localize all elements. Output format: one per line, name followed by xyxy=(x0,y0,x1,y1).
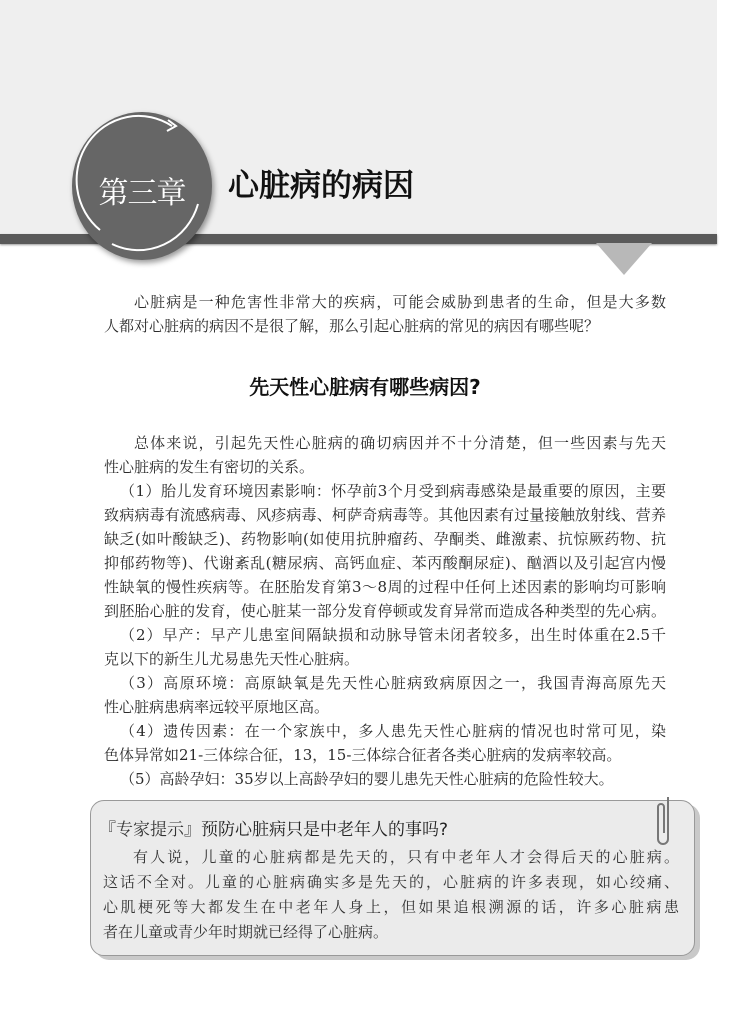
tip-title xyxy=(99,815,448,840)
text-line: 致病病毒有流感病毒、风疹病毒、柯萨奇病毒等。其他因素有过量接触放射线、营养 xyxy=(104,506,666,524)
body-text xyxy=(104,431,666,791)
paperclip-icon xyxy=(654,793,678,853)
header-pointer-triangle xyxy=(596,243,652,275)
text-line: 色体异常如21-三体综合征，13，15-三体综合征者各类心脏病的发病率较高。 xyxy=(104,746,622,764)
chapter-number: 第三章 xyxy=(98,176,186,211)
text-line: 人都对心脏病的病因不是很了解，那么引起心脏病的常见的病因有哪些呢？ xyxy=(104,317,600,335)
expert-tip-box xyxy=(90,800,695,956)
text-line: 有人说，儿童的心脏病都是先天的，只有中老年人才会得后天的心脏病。 xyxy=(133,848,679,866)
text-line: 到胚胎心脏的发育，使心脏某一部分发育停顿或发育异常而造成各种类型的先心病。 xyxy=(104,602,666,620)
text-line: 缺乏(如叶酸缺乏)、药物影响(如使用抗肿瘤药、孕酮类、雌激素、抗惊厥药物、抗 xyxy=(104,530,666,548)
chapter-badge xyxy=(72,112,212,260)
text-line: 性心脏病患病率远较平原地区高。 xyxy=(104,698,330,716)
text-line: 者在儿童或青少年时期就已经得了心脏病。 xyxy=(103,923,389,941)
text-line: （1）胎儿发育环境因素影响：怀孕前3个月受到病毒感染是最重要的原因，主要 xyxy=(120,482,666,500)
tip-question: 预防心脏病只是中老年人的事吗? xyxy=(201,820,449,840)
text-line: 心肌梗死等大都发生在中老年人身上，但如果追根溯源的话，许多心脏病患 xyxy=(103,898,679,916)
text-line: 性缺氧的慢性疾病等。在胚胎发育第3～8周的过程中任何上述因素的影响均可影响 xyxy=(104,578,666,596)
chapter-title: 心脏病的病因 xyxy=(228,168,414,204)
text-line: 克以下的新生儿尤易患先天性心脏病。 xyxy=(104,650,360,668)
text-line: 这话不全对。儿童的心脏病确实多是先天的，心脏病的许多表现，如心绞痛、 xyxy=(103,873,679,891)
tip-body xyxy=(103,845,679,945)
section-heading: 先天性心脏病有哪些病因? xyxy=(249,375,481,399)
text-line: 性心脏病的发生有密切的关系。 xyxy=(104,458,315,476)
text-line: 总体来说，引起先天性心脏病的确切病因并不十分清楚，但一些因素与先天 xyxy=(134,434,666,452)
text-line: （2）早产：早产儿患室间隔缺损和动脉导管未闭者较多，出生时体重在2.5千 xyxy=(120,626,666,644)
text-line: （5）高龄孕妇：35岁以上高龄孕妇的婴儿患先天性心脏病的危险性较大。 xyxy=(120,770,614,788)
intro-paragraph xyxy=(104,290,666,338)
text-line: （3）高原环境：高原缺氧是先天性心脏病致病原因之一，我国青海高原先天 xyxy=(120,674,666,692)
text-line: 心脏病是一种危害性非常大的疾病，可能会威胁到患者的生命，但是大多数 xyxy=(134,293,666,311)
text-line: 抑郁药物等)、代谢紊乱(糖尿病、高钙血症、苯丙酸酮尿症)、酗酒以及引起宫内慢 xyxy=(104,554,666,572)
tip-tag: 『专家提示』 xyxy=(99,820,201,840)
text-line: （4）遗传因素：在一个家族中，多人患先天性心脏病的情况也时常可见，染 xyxy=(120,722,666,740)
